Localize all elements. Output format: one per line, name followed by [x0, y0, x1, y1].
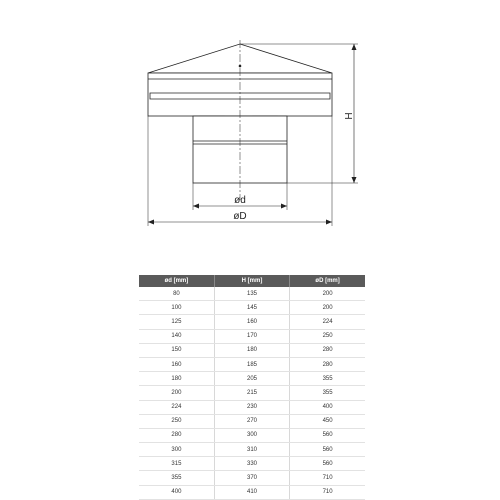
- technical-drawing: [0, 0, 500, 240]
- cell-outer-diameter: 560: [290, 443, 365, 457]
- cell-inner-diameter: 180: [139, 372, 214, 386]
- cell-inner-diameter: 125: [139, 315, 214, 329]
- table-row: [139, 357, 365, 371]
- table-row: [139, 400, 365, 414]
- cell-inner-diameter: 280: [139, 428, 214, 442]
- table-body: [139, 287, 365, 499]
- header-outer-diameter: øD [mm]: [290, 275, 365, 287]
- cell-outer-diameter: 250: [290, 329, 365, 343]
- D-arrow-right: [326, 220, 332, 225]
- cell-height: 135: [214, 287, 289, 301]
- cell-height: 145: [214, 301, 289, 315]
- cell-height: 185: [214, 357, 289, 371]
- table-row: [139, 386, 365, 400]
- cell-inner-diameter: 300: [139, 443, 214, 457]
- table-row: [139, 301, 365, 315]
- table-row: [139, 471, 365, 485]
- table-row: [139, 485, 365, 499]
- cell-height: 330: [214, 457, 289, 471]
- table-row: [139, 287, 365, 301]
- table-row: [139, 372, 365, 386]
- cell-outer-diameter: 280: [290, 343, 365, 357]
- cell-outer-diameter: 710: [290, 485, 365, 499]
- cell-outer-diameter: 560: [290, 457, 365, 471]
- header-inner-diameter: ød [mm]: [139, 275, 214, 287]
- cell-inner-diameter: 140: [139, 329, 214, 343]
- d-arrow-left: [193, 204, 199, 209]
- height-label: H: [344, 112, 355, 120]
- cell-height: 270: [214, 414, 289, 428]
- header-height: H [mm]: [214, 275, 289, 287]
- cell-inner-diameter: 150: [139, 343, 214, 357]
- cell-height: 300: [214, 428, 289, 442]
- cell-outer-diameter: 355: [290, 386, 365, 400]
- h-arrow-bottom: [352, 177, 357, 183]
- inner-diameter-label: ød: [234, 195, 246, 206]
- h-arrow-top: [352, 44, 357, 50]
- table-row: [139, 315, 365, 329]
- table-header-row: [139, 275, 365, 287]
- d-arrow-right: [281, 204, 287, 209]
- table-row: [139, 457, 365, 471]
- cell-outer-diameter: 200: [290, 301, 365, 315]
- table-row: [139, 329, 365, 343]
- cell-inner-diameter: 315: [139, 457, 214, 471]
- cell-inner-diameter: 200: [139, 386, 214, 400]
- cell-inner-diameter: 224: [139, 400, 214, 414]
- cell-inner-diameter: 250: [139, 414, 214, 428]
- cell-inner-diameter: 160: [139, 357, 214, 371]
- cell-height: 205: [214, 372, 289, 386]
- cell-height: 230: [214, 400, 289, 414]
- cell-outer-diameter: 355: [290, 372, 365, 386]
- cell-inner-diameter: 400: [139, 485, 214, 499]
- cell-height: 170: [214, 329, 289, 343]
- cell-outer-diameter: 224: [290, 315, 365, 329]
- outer-diameter-label: øD: [233, 211, 247, 222]
- cell-outer-diameter: 450: [290, 414, 365, 428]
- cell-height: 370: [214, 471, 289, 485]
- D-arrow-left: [148, 220, 154, 225]
- cell-outer-diameter: 560: [290, 428, 365, 442]
- cell-inner-diameter: 355: [139, 471, 214, 485]
- cell-height: 160: [214, 315, 289, 329]
- cell-outer-diameter: 400: [290, 400, 365, 414]
- table-row: [139, 428, 365, 442]
- cell-height: 180: [214, 343, 289, 357]
- table-row: [139, 414, 365, 428]
- table-row: [139, 443, 365, 457]
- dimensions-table: [139, 275, 365, 500]
- cell-inner-diameter: 100: [139, 301, 214, 315]
- cell-inner-diameter: 80: [139, 287, 214, 301]
- cell-height: 215: [214, 386, 289, 400]
- table-row: [139, 343, 365, 357]
- cell-outer-diameter: 200: [290, 287, 365, 301]
- cell-height: 310: [214, 443, 289, 457]
- cell-height: 410: [214, 485, 289, 499]
- cell-outer-diameter: 280: [290, 357, 365, 371]
- cell-outer-diameter: 710: [290, 471, 365, 485]
